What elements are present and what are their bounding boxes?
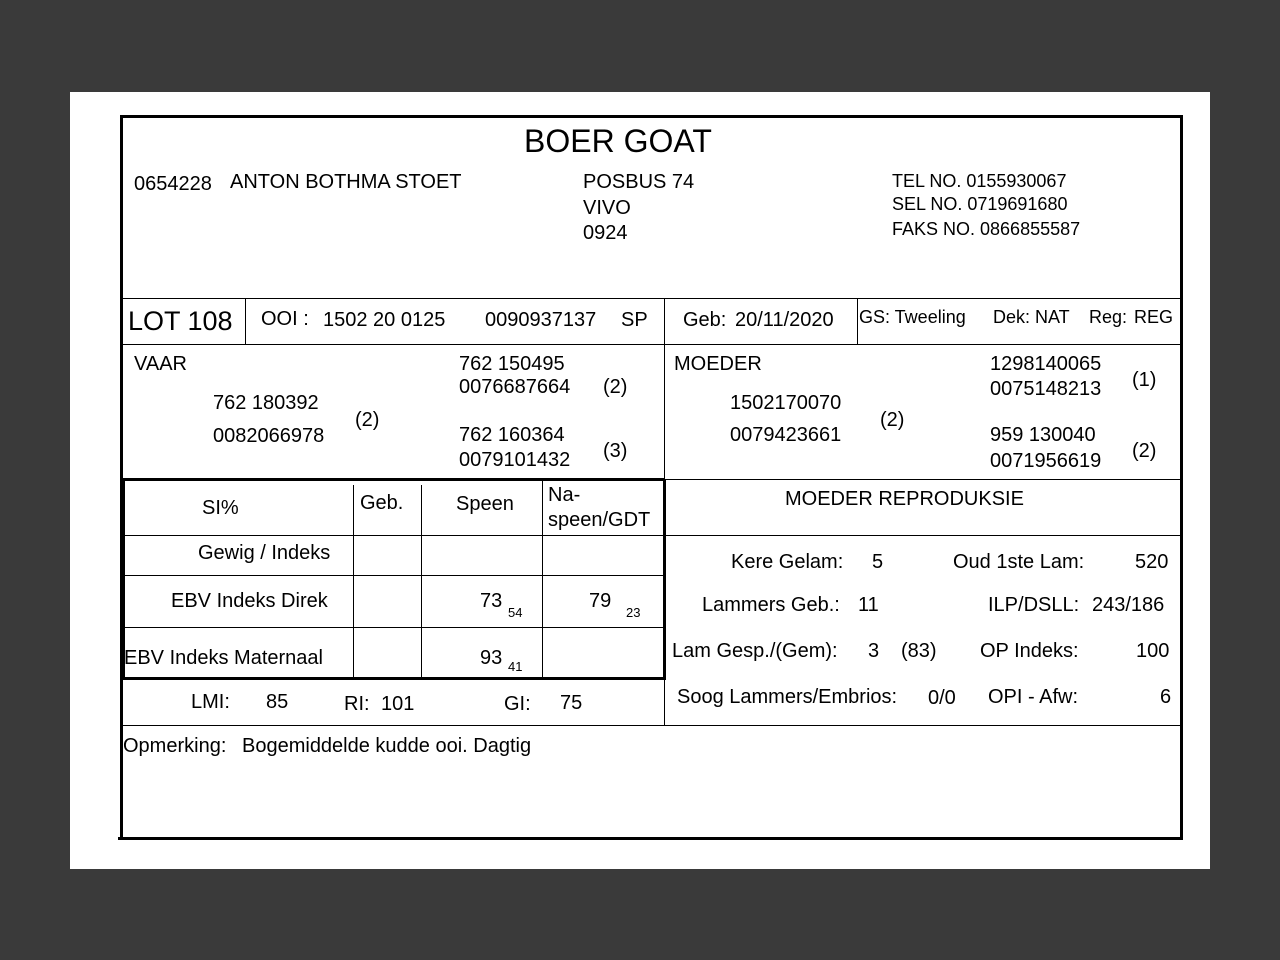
lot-number: LOT 108 [128,306,233,336]
frame-top [120,115,1183,118]
vline-lot [245,298,246,344]
sire-sire-number: 762 150495 [459,353,565,375]
index-box-right [663,480,666,680]
sire-number: 762 180392 [213,392,319,414]
lammers-geb-value: 11 [858,594,879,616]
tel-number: TEL NO. 0155930067 [892,171,1067,191]
index-vline-1 [353,485,354,677]
ebv-maternaal-speen-accuracy: 41 [508,659,523,674]
hline-remark [122,725,1180,726]
op-indeks-value: 100 [1136,640,1170,662]
index-hline-2 [122,575,665,576]
ebv-direk-speen: 73 [480,590,503,612]
dek-value: Dek: NAT [993,307,1070,327]
geb-value: 20/11/2020 [735,309,834,331]
faks-number: FAKS NO. 0866855587 [892,219,1081,239]
dam-sire-number: 1298140065 [990,353,1102,375]
sire-dam-code: (3) [603,440,628,462]
address-line-2: VIVO [583,197,631,219]
dam-id: 0079423661 [730,424,842,446]
gi-value: 75 [560,692,583,714]
ilp-dsll-label: ILP/DSLL: [988,594,1080,616]
address-line-1: POSBUS 74 [583,171,695,193]
vline-geb [857,298,858,344]
geb-header: Geb. [360,492,404,514]
soog-lammers-value: 0/0 [928,687,956,709]
frame-bottom [118,837,1183,840]
sire-sire-id: 0076687664 [459,376,571,398]
owner-code: 0654228 [134,173,212,195]
vaar-label: VAAR [134,353,187,375]
moeder-label: MOEDER [674,353,762,375]
naspeen-header: Na- speen/GDT [548,484,651,531]
opi-afw-value: 6 [1160,686,1172,708]
reg-label: Reg: [1089,307,1128,327]
index-vline-3 [542,480,543,677]
lmi-label: LMI: [191,691,230,713]
dam-dam-number: 959 130040 [990,424,1096,446]
sire-id: 0082066978 [213,425,325,447]
dam-sire-code: (1) [1132,369,1157,391]
sel-number: SEL NO. 0719691680 [892,194,1068,214]
geb-label: Geb: [683,309,727,331]
opi-afw-label: OPI - Afw: [988,686,1079,708]
reproduksie-title: MOEDER REPRODUKSIE [785,488,1024,510]
ilp-dsll-value: 243/186 [1092,594,1165,616]
soog-lammers-label: Soog Lammers/Embrios: [677,686,898,708]
hline-pedigree-right [664,479,1180,480]
ebv-direk-naspeen: 79 [589,590,612,612]
ooi-id: 0090937137 [485,309,597,331]
index-vline-2 [421,485,422,677]
sire-sire-code: (2) [603,376,628,398]
frame-right [1180,115,1183,840]
ebv-direk-speen-accuracy: 54 [508,605,523,620]
lam-gesp-label: Lam Gesp./(Gem): [672,640,838,662]
dam-dam-code: (2) [1132,440,1157,462]
lammers-geb-label: Lammers Geb.: [702,594,840,616]
address-line-3: 0924 [583,222,628,244]
kere-gelam-label: Kere Gelam: [731,551,844,573]
sire-dam-number: 762 160364 [459,424,565,446]
dam-number: 1502170070 [730,392,842,414]
index-hline-1 [122,535,1180,536]
remark-text: Bogemiddelde kudde ooi. Dagtig [242,735,532,757]
sire-code: (2) [355,409,380,431]
ebv-direk-naspeen-accuracy: 23 [626,605,641,620]
owner-name: ANTON BOTHMA STOET [230,171,462,193]
ebv-maternaal-label: EBV Indeks Maternaal [124,647,323,669]
index-box-bottom [122,677,666,680]
hline-pedigree-left [122,478,665,481]
index-hline-3 [122,627,665,628]
ooi-label: OOI : [261,308,309,330]
reg-value: REG [1134,307,1174,327]
ri-value: 101 [381,693,415,715]
page-title: BOER GOAT [524,123,712,159]
dam-sire-id: 0075148213 [990,378,1102,400]
kere-gelam-value: 5 [872,551,884,573]
hline-lot-top [122,298,1180,299]
si-header: SI% [202,497,239,519]
ooi-number: 1502 20 0125 [323,309,446,331]
sire-dam-id: 0079101432 [459,449,571,471]
lam-gesp-gem-value: (83) [901,640,937,662]
speen-header: Speen [456,493,514,515]
ooi-tag: SP [621,309,648,331]
remark-label: Opmerking: [123,735,227,757]
ebv-maternaal-speen: 93 [480,647,503,669]
hline-lot-bottom [122,344,1180,345]
ri-label: RI: [344,693,370,715]
oud-1ste-lam-label: Oud 1ste Lam: [953,551,1085,573]
oud-1ste-lam-value: 520 [1135,551,1169,573]
lam-gesp-value: 3 [868,640,880,662]
ebv-direk-label: EBV Indeks Direk [171,590,328,612]
dam-dam-id: 0071956619 [990,450,1102,472]
lmi-value: 85 [266,691,289,713]
op-indeks-label: OP Indeks: [980,640,1079,662]
gewig-indeks-label: Gewig / Indeks [198,542,331,564]
dam-code: (2) [880,409,905,431]
gs-value: GS: Tweeling [859,307,966,327]
gi-label: GI: [504,693,531,715]
